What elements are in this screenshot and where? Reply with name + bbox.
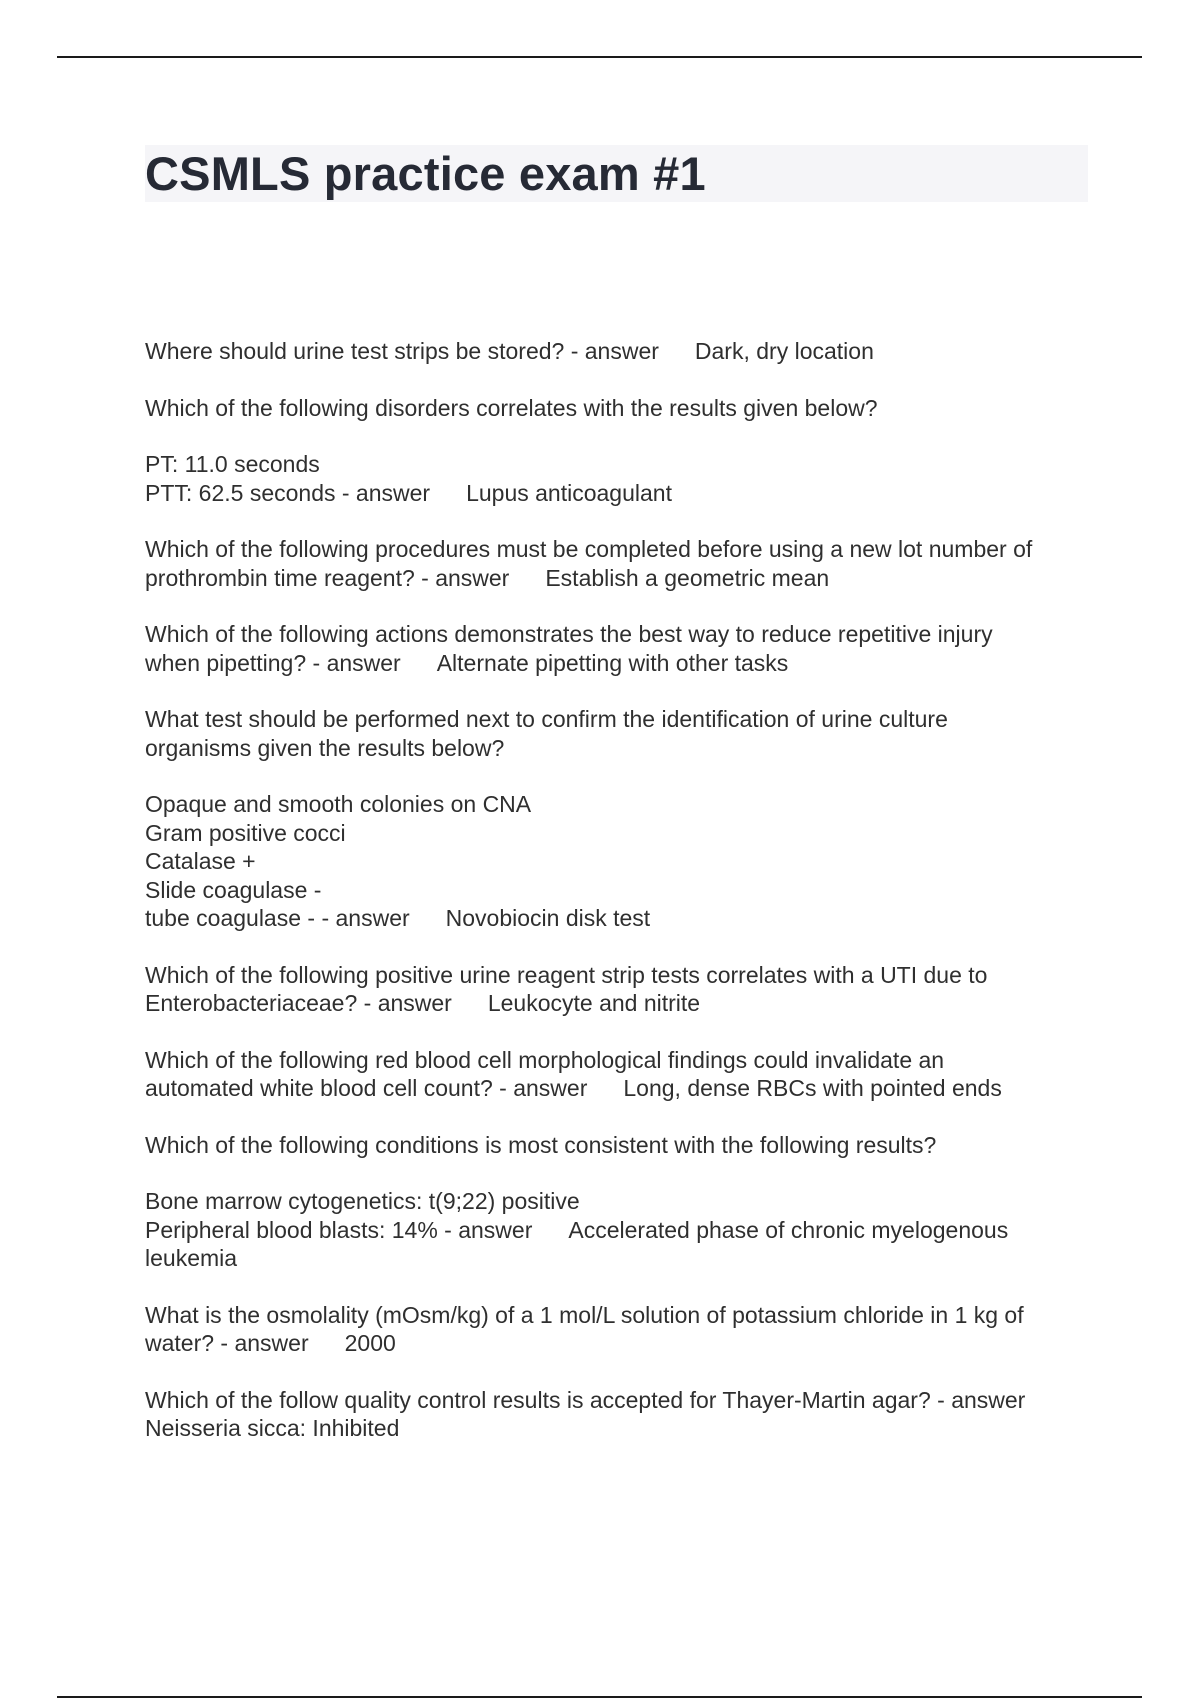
question-line: Which of the following red blood cell morphological findings could invalidate an	[145, 1046, 945, 1073]
question-line: Which of the following positive urine reagent strip tests correlates with a UTI due to	[145, 961, 988, 988]
question-line: Which of the following conditions is most consistent with the following results?	[145, 1131, 937, 1158]
question-line: Peripheral blood blasts: 14% - answer Accelerated phase of chronic myelogenous	[145, 1216, 1009, 1243]
qa-item	[145, 394, 1090, 423]
qa-item	[145, 1046, 1090, 1103]
answer-text: Lupus anticoagulant	[466, 479, 672, 506]
question-line: What test should be performed next to confirm the identification of urine culture	[145, 706, 948, 732]
question-line: Gram positive cocci	[145, 819, 346, 846]
question-line: water? - answer 2000	[145, 1330, 396, 1356]
question-line: Which of the follow quality control results is accepted for Thayer-Martin agar? - answer	[145, 1386, 1026, 1413]
answer-text: Dark, dry location	[694, 338, 874, 364]
question-line: when pipetting? - answer Alternate pipetting with other tasks	[145, 649, 789, 676]
qa-item	[145, 705, 1090, 762]
qa-item	[145, 535, 1090, 592]
answer-text: Leukocyte and nitrite	[487, 990, 701, 1016]
question-line: Where should urine test strips be stored? - answer Dark, dry location	[145, 338, 874, 364]
question-line: organisms given the results below?	[145, 734, 505, 761]
bottom-rule	[57, 1696, 1142, 1698]
qa-item	[145, 1301, 1090, 1358]
qa-item	[145, 620, 1090, 677]
answer-continuation: leukemia	[145, 1245, 238, 1271]
question-line: What is the osmolality (mOsm/kg) of a 1 mol/L solution of potassium chloride in 1 kg of	[145, 1301, 1024, 1328]
question-line: Which of the following disorders correlates with the results given below?	[145, 394, 878, 421]
question-line: Catalase +	[145, 848, 256, 874]
answer-text: 2000	[344, 1330, 396, 1356]
question-line: Which of the following actions demonstrates the best way to reduce repetitive injury	[145, 621, 993, 647]
question-line: Neisseria sicca: Inhibited	[145, 1415, 400, 1441]
question-line: automated white blood cell count? - answer Long, dense RBCs with pointed ends	[145, 1075, 1002, 1101]
question-line: Slide coagulase -	[145, 876, 322, 903]
question-line: Which of the following procedures must be completed before using a new lot number of	[145, 536, 1033, 562]
question-line: prothrombin time reagent? - answer Establish a geometric mean	[145, 564, 830, 591]
qa-list	[145, 337, 1090, 1471]
question-line: tube coagulase - - answer Novobiocin disk test	[145, 905, 651, 931]
question-line: PTT: 62.5 seconds - answer Lupus anticoagulant	[145, 479, 672, 506]
qa-item	[145, 961, 1090, 1018]
answer-text: Long, dense RBCs with pointed ends	[623, 1075, 1002, 1101]
qa-item	[145, 337, 1090, 366]
question-line: Bone marrow cytogenetics: t(9;22) positive	[145, 1188, 580, 1214]
answer-text: Establish a geometric mean	[545, 564, 830, 591]
answer-text: Alternate pipetting with other tasks	[436, 649, 789, 676]
qa-item	[145, 790, 1090, 933]
qa-item	[145, 450, 1090, 507]
page-title: CSMLS practice exam #1	[145, 147, 706, 200]
question-line: Opaque and smooth colonies on CNA	[145, 791, 532, 817]
question-line: PT: 11.0 seconds	[145, 451, 320, 477]
answer-text: Accelerated phase of chronic myelogenous	[568, 1216, 1009, 1243]
top-rule	[57, 56, 1142, 58]
qa-item	[145, 1386, 1090, 1443]
question-line: Enterobacteriaceae? - answer Leukocyte and nitrite	[145, 990, 701, 1016]
qa-item	[145, 1187, 1090, 1273]
qa-item	[145, 1131, 1090, 1160]
answer-text: Novobiocin disk test	[445, 905, 651, 931]
